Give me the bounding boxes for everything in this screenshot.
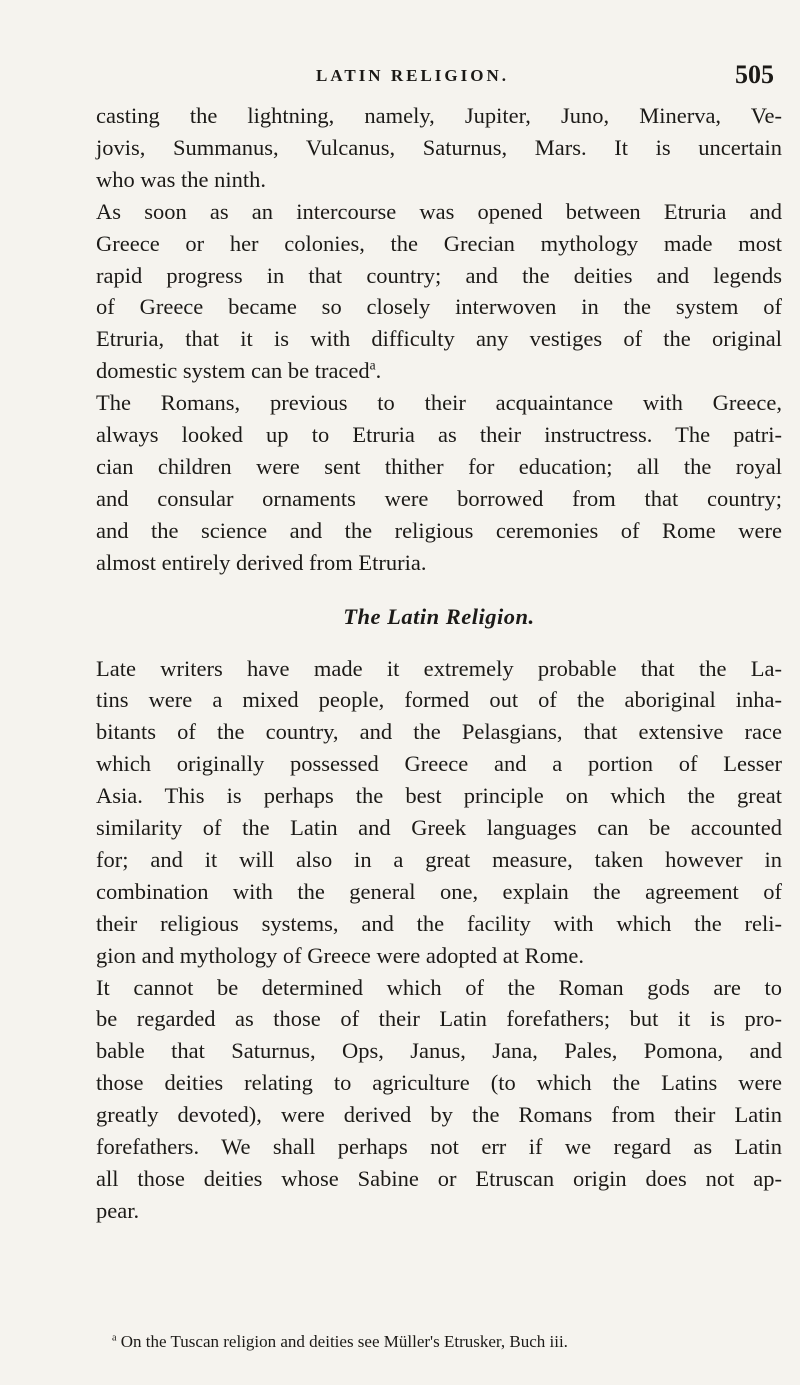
- paragraph-3: [96, 387, 782, 578]
- page-number: 505: [735, 60, 774, 89]
- text-line: of Greece became so closely interwoven in the system of: [96, 294, 782, 320]
- text-line: for; and it will also in a great measure, taken however in: [96, 846, 782, 872]
- text-line: Greece or her colonies, the Grecian mythology made most: [96, 230, 782, 256]
- text-line: jovis, Summanus, Vulcanus, Saturnus, Mars. It is uncertain: [96, 134, 782, 160]
- text-line: their religious systems, and the facility with which the reli-: [96, 910, 782, 936]
- paragraph-1: [96, 100, 782, 196]
- body-text: [96, 100, 782, 1227]
- text-line: cian children were sent thither for education; all the royal: [96, 453, 782, 479]
- text-line: gion and mythology of Greece were adopted at Rome.: [96, 942, 584, 968]
- paragraph-4: [96, 653, 782, 972]
- footnote: [112, 1332, 782, 1352]
- text-line: rapid progress in that country; and the deities and legends: [96, 262, 782, 288]
- text-line: bitants of the country, and the Pelasgians, that extensive race: [96, 719, 782, 745]
- text-line: those deities relating to agriculture (to which the Latins were: [96, 1070, 782, 1096]
- footnote-reference[interactable]: a: [369, 357, 376, 373]
- text-line: which originally possessed Greece and a portion of Lesser: [96, 751, 782, 777]
- text-line: It cannot be determined which of the Roman gods are to: [96, 974, 782, 1000]
- text-line: be regarded as those of their Latin forefathers; but it is pro-: [96, 1006, 782, 1032]
- section-heading: The Latin Religion.: [343, 603, 535, 629]
- running-title: LATIN RELIGION.: [316, 66, 509, 85]
- paragraph-5: [96, 972, 782, 1227]
- text-line: greatly devoted), were derived by the Romans from their Latin: [96, 1102, 782, 1128]
- text-line: always looked up to Etruria as their instructress. The patri-: [96, 422, 782, 448]
- text-line-content: domestic system can be traced: [96, 358, 370, 384]
- text-line: bable that Saturnus, Ops, Janus, Jana, Pales, Pomona, and: [96, 1038, 782, 1064]
- text-line: combination with the general one, explain the agreement of: [96, 878, 782, 904]
- footnote-marker: a: [112, 1332, 117, 1344]
- text-line: tins were a mixed people, formed out of the aboriginal inha-: [96, 687, 782, 713]
- text-line: pear.: [96, 1197, 140, 1223]
- text-line: and consular ornaments were borrowed from that country;: [96, 485, 782, 511]
- text-line: similarity of the Latin and Greek languages can be accounted: [96, 815, 782, 841]
- footnote-text: On the Tuscan religion and deities see Müller's Etrusker, Buch iii.: [120, 1332, 568, 1351]
- text-line: As soon as an intercourse was opened between Etruria and: [96, 198, 782, 224]
- text-line: Asia. This is perhaps the best principle on which the great: [96, 783, 782, 809]
- text-line: forefathers. We shall perhaps not err if we regard as Latin: [96, 1134, 782, 1160]
- text-line-punctuation: .: [375, 358, 382, 384]
- text-line: The Romans, previous to their acquaintance with Greece,: [96, 390, 782, 416]
- text-line: and the science and the religious ceremonies of Rome were: [96, 517, 782, 543]
- text-line: who was the ninth.: [96, 166, 266, 192]
- text-line: Late writers have made it extremely probable that the La-: [96, 655, 782, 681]
- text-line: Etruria, that it is with difficulty any vestiges of the original: [96, 326, 782, 352]
- text-line: all those deities whose Sabine or Etruscan origin does not ap-: [96, 1166, 782, 1191]
- text-line: [96, 355, 782, 387]
- text-line: almost entirely derived from Etruria.: [96, 549, 427, 575]
- text-line: casting the lightning, namely, Jupiter, Juno, Minerva, Ve-: [96, 103, 782, 128]
- paragraph-2: [96, 196, 782, 387]
